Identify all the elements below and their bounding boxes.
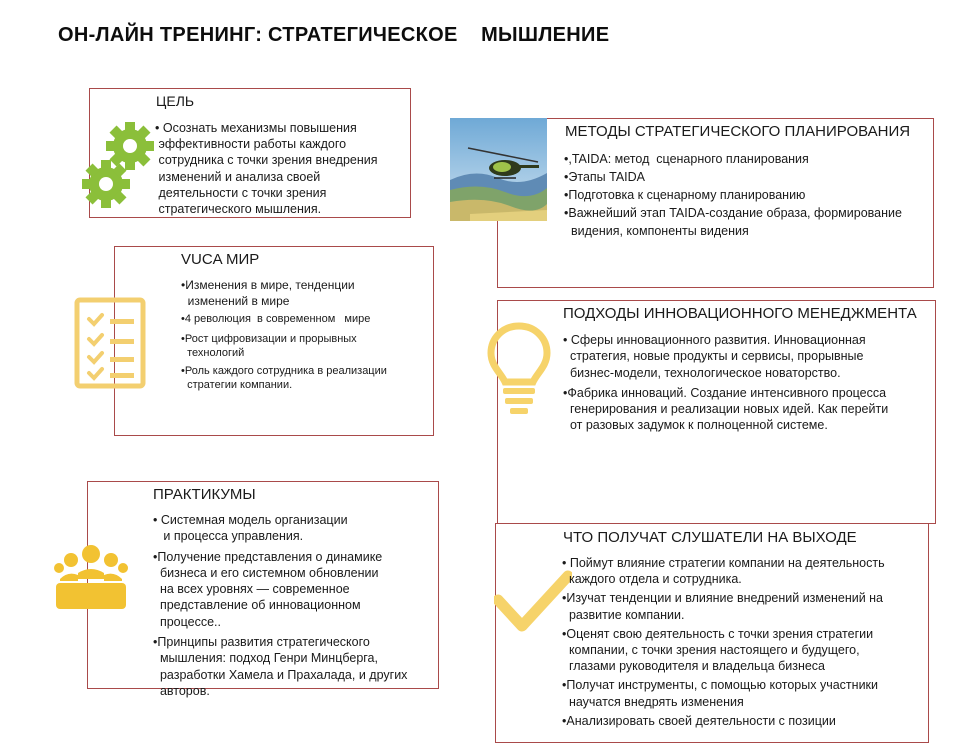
list-item: • Поймут влияние стратегии компании на деятельность каждого отдела и сотрудника.: [562, 556, 885, 587]
practice-heading: ПРАКТИКУМЫ: [153, 486, 256, 503]
outcomes-list: [562, 555, 885, 729]
team-icon: [54, 543, 128, 611]
list-item: •Рост цифровизации и прорывных технологий: [181, 332, 357, 359]
list-item: •,TAIDA: метод сценарного планирования: [564, 152, 809, 166]
list-item: •4 революция в современном мире: [181, 313, 371, 325]
methods-list: [564, 150, 902, 240]
list-item: • Осознать механизмы повышения эффективности работы каждого сотрудника с точки зрения внедрения изменений и анализа своей деятельности с точки зрения стратегического мышления.: [155, 121, 378, 217]
checklist-icon: [74, 297, 146, 389]
list-item: •Анализировать своей деятельности с позиции: [562, 713, 836, 728]
gears-icon: [80, 118, 160, 213]
methods-heading: МЕТОДЫ СТРАТЕГИЧЕСКОГО ПЛАНИРОВАНИЯ: [565, 123, 911, 140]
list-item: • Системная модель организации и процесса управления.: [153, 513, 348, 544]
vuca-heading: VUCA МИР: [181, 251, 260, 268]
list-item: • Сферы инновационного развития. Инновационная стратегия, новые продукты и сервисы, прорывные бизнес-модели, технологическое новаторство.: [563, 333, 866, 380]
list-item: •Изучат тенденции и влияние внедрений изменений на развитие компании.: [562, 591, 884, 622]
list-item: •Принципы развития стратегического мышления: подход Генри Минцберга, разработки Хамела и Прахалада, и других авторов.: [153, 635, 408, 698]
page-title: ОН-ЛАЙН ТРЕНИНГ: СТРАТЕГИЧЕСКОЕ МЫШЛЕНИЕ: [58, 24, 610, 46]
goal-list: [155, 120, 378, 217]
vuca-list: [181, 278, 387, 392]
lightbulb-icon: [487, 322, 551, 420]
practice-list: [153, 512, 407, 699]
list-item: •Роль каждого сотрудника в реализации стратегии компании.: [181, 364, 387, 391]
innovation-heading: ПОДХОДЫ ИННОВАЦИОННОГО МЕНЕДЖМЕНТА: [563, 305, 917, 322]
list-item: •Подготовка к сценарному планированию: [564, 188, 806, 202]
outcomes-heading: ЧТО ПОЛУЧАТ СЛУШАТЕЛИ НА ВЫХОДЕ: [563, 529, 857, 546]
list-item: •Этапы TAIDA: [564, 170, 646, 184]
list-item: •Изменения в мире, тенденции изменений в мире: [181, 278, 355, 308]
checkmark-icon: [494, 570, 572, 636]
list-item: •Получение представления о динамике бизнеса и его системном обновлении на всех уровнях — современное представление об инновационном процессе..: [153, 549, 383, 629]
innovation-list: [563, 332, 888, 434]
list-item: •Получат инструменты, с помощью которых участники научатся внедрять изменения: [562, 678, 878, 709]
goal-heading: ЦЕЛЬ: [156, 93, 195, 109]
helicopter-photo: [450, 118, 547, 221]
list-item: •Оценят свою деятельность с точки зрения стратегии компании, с точки зрения настоящего и будущего, глазами руководителя и владельца бизнеса: [562, 626, 874, 674]
list-item: •Фабрика инноваций. Создание интенсивного процесса генерирования и реализации новых идей. Как перейти от разовых задумок к полноценной системе.: [563, 385, 889, 433]
list-item: •Важнейший этап TAIDA-создание образа, формирование видения, компоненты видения: [564, 206, 902, 238]
